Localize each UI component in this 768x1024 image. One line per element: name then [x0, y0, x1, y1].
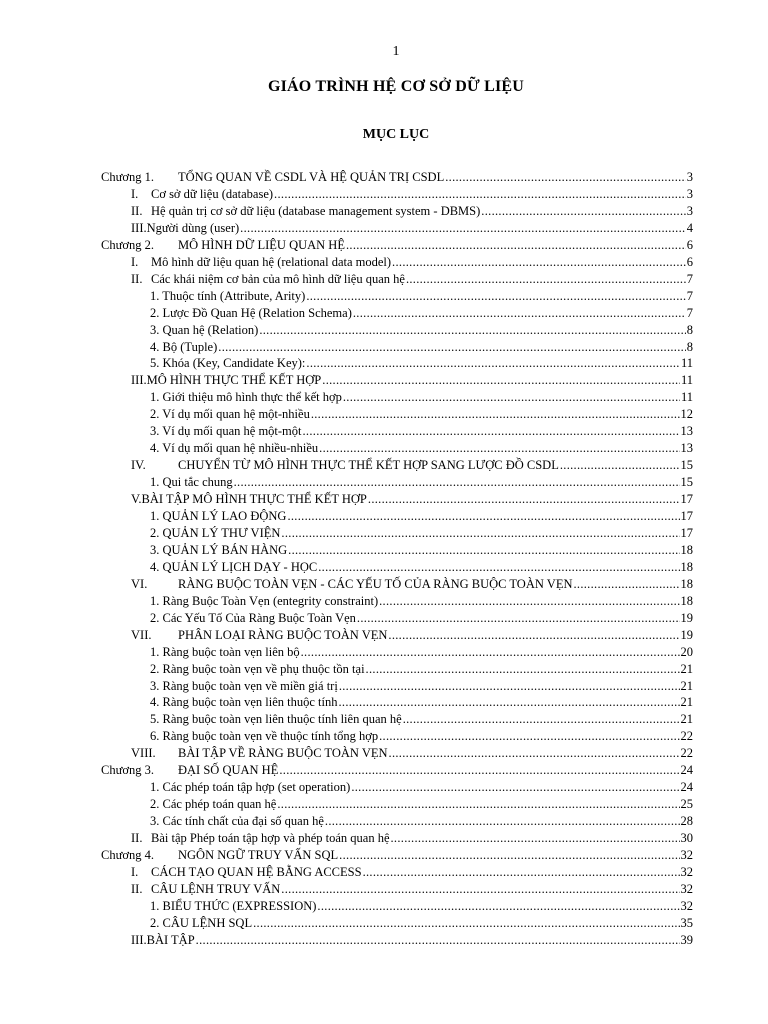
page-number: 1 [392, 44, 400, 59]
toc-entry-number: III. [131, 220, 147, 235]
toc-entry-page: 17 [680, 525, 693, 540]
toc-entry[interactable] [0, 169, 768, 186]
toc-entry-title: MÔ HÌNH DỮ LIỆU QUAN HỆ [178, 237, 345, 252]
toc-entry-page: 11 [680, 356, 693, 371]
toc-entry-title: 1. Qui tắc chung [150, 475, 233, 490]
dot-leader [288, 542, 679, 559]
toc-entry-page: 32 [680, 848, 693, 862]
toc-entry[interactable] [0, 830, 768, 847]
dot-leader [339, 847, 679, 864]
dot-leader [311, 406, 680, 423]
dot-leader [338, 694, 679, 711]
toc-entry-title: 1. QUẢN LÝ LAO ĐỘNG [150, 509, 287, 523]
toc-entry[interactable] [0, 559, 768, 576]
toc-entry-page: 24 [680, 780, 693, 795]
toc-entry-title: RÀNG BUỘC TOÀN VẸN - CÁC YẾU TỐ CỦA RÀNG BUỘC TOÀN VẸN [178, 576, 573, 591]
toc-entry-page: 11 [680, 373, 693, 388]
toc-entry[interactable] [0, 220, 768, 237]
toc-entry[interactable] [0, 694, 768, 711]
toc-entry-number: VI. [131, 576, 148, 591]
document-title: GIÁO TRÌNH HỆ CƠ SỞ DỮ LIỆU [267, 78, 525, 95]
toc-entry-page: 6 [686, 254, 693, 269]
dot-leader [253, 915, 679, 932]
toc-entry[interactable] [0, 474, 768, 491]
toc-entry[interactable] [0, 813, 768, 830]
toc-entry[interactable] [0, 610, 768, 627]
toc-entry-title: 3. QUẢN LÝ BÁN HÀNG [150, 542, 288, 557]
dot-leader [379, 728, 679, 745]
toc-entry-title: 3. Ví dụ mối quan hệ một-một [150, 424, 302, 439]
dot-leader [306, 288, 685, 305]
toc-entry-title: 1. Ràng Buộc Toàn Vẹn (entegrity constraint) [150, 593, 379, 608]
toc-entry-number: V. [131, 492, 142, 507]
toc-entry[interactable] [0, 796, 768, 813]
dot-leader [274, 186, 686, 203]
dot-leader [363, 864, 680, 881]
toc-entry-title: 3. Các tính chất của đại số quan hệ [150, 814, 324, 829]
toc-entry-title: Người dùng (user) [146, 220, 240, 235]
toc-entry-title: 3. Ràng buộc toàn vẹn về miền giá trị [150, 678, 338, 693]
toc-entry-number: II. [131, 831, 143, 846]
toc-entry-page: 13 [680, 424, 693, 439]
toc-entry-page: 7 [686, 271, 693, 286]
toc-entry-number: III. [131, 932, 147, 947]
toc-entry[interactable] [0, 678, 768, 695]
toc-entry-number: II. [131, 203, 143, 218]
toc-entry-page: 21 [680, 678, 693, 693]
toc-entry-number: Chương 4. [101, 848, 154, 862]
dot-leader [366, 661, 680, 678]
toc-entry[interactable] [0, 915, 768, 932]
toc-entry-title: MÔ HÌNH THỰC THỂ KẾT HỢP [146, 373, 322, 388]
toc-entry-page: 3 [686, 186, 693, 201]
toc-entry[interactable] [0, 627, 768, 644]
toc-entry-page: 18 [680, 559, 693, 574]
toc-entry[interactable] [0, 491, 768, 508]
toc-entry[interactable] [0, 661, 768, 678]
toc-entry[interactable] [0, 508, 768, 525]
dot-leader [351, 779, 679, 796]
toc-entry-number: III. [131, 373, 147, 388]
toc-entry-page: 15 [680, 458, 693, 473]
toc-entry-page: 21 [680, 712, 693, 727]
toc-entry-title: 3. Quan hệ (Relation) [150, 322, 259, 337]
dot-leader [281, 881, 679, 898]
dot-leader [573, 576, 679, 593]
toc-entry-page: 21 [680, 695, 693, 710]
toc-entry-title: Mô hình dữ liệu quan hệ (relational data model) [151, 254, 392, 269]
toc-entry-title: CÂU LỆNH TRUY VẤN [151, 881, 281, 896]
toc-entry[interactable] [0, 779, 768, 796]
toc-entry-title: 2. Ràng buộc toàn vẹn về phụ thuộc tồn tại [150, 661, 365, 676]
toc-entry-page: 19 [680, 610, 693, 625]
toc-entry-title: 4. Bộ (Tuple) [150, 339, 218, 354]
toc-entry-title: 1. Ràng buộc toàn vẹn liên bộ [150, 644, 300, 659]
toc-entry[interactable] [0, 711, 768, 728]
toc-entry-title: 2. QUẢN LÝ THƯ VIỆN [150, 525, 281, 540]
dot-leader [277, 796, 679, 813]
toc-entry[interactable] [0, 339, 768, 356]
dot-leader [339, 678, 680, 695]
toc-entry-page: 13 [680, 441, 693, 456]
toc-entry-title: 6. Ràng buộc toàn vẹn về thuộc tính tổng hợp [150, 729, 379, 744]
toc-entry[interactable] [0, 305, 768, 322]
toc-entry[interactable] [0, 728, 768, 745]
toc-entry-page: 18 [680, 593, 693, 608]
dot-leader [392, 254, 686, 271]
toc-entry-title: Các khái niệm cơ bản của mô hình dữ liệu quan hệ [151, 271, 405, 286]
toc-entry-number: Chương 2. [101, 237, 154, 252]
toc-entry-page: 7 [686, 305, 693, 320]
toc-entry[interactable] [0, 525, 768, 542]
toc-entry-title: Bài tập Phép toán tập hợp và phép toán quan hệ [151, 831, 390, 846]
dot-leader [218, 339, 685, 356]
toc-entry[interactable] [0, 762, 768, 779]
toc-entry-number: Chương 1. [101, 170, 154, 184]
toc-entry-page: 32 [680, 898, 693, 913]
toc-entry-title: 2. Các phép toán quan hệ [150, 797, 277, 812]
toc-entry-number: IV. [131, 458, 146, 473]
toc-entry[interactable] [0, 542, 768, 559]
toc-entry-title: 4. QUẢN LÝ LỊCH DẠY - HỌC [150, 559, 318, 574]
toc-entry-page: 7 [686, 288, 693, 303]
toc-entry-page: 35 [680, 915, 693, 930]
toc-entry-page: 12 [680, 407, 693, 422]
toc-entry[interactable] [0, 898, 768, 915]
dot-leader [391, 830, 680, 847]
toc-entry-number: I. [131, 864, 139, 879]
toc-entry[interactable] [0, 745, 768, 762]
toc-entry-title: TỔNG QUAN VỀ CSDL VÀ HỆ QUẢN TRỊ CSDL [178, 170, 445, 184]
toc-entry-number: I. [131, 186, 139, 201]
dot-leader [343, 389, 680, 406]
dot-leader [346, 237, 686, 254]
toc-entry-page: 32 [680, 864, 693, 879]
toc-entry-page: 18 [680, 542, 693, 557]
dot-leader [303, 423, 680, 440]
dot-leader [306, 355, 680, 372]
toc-entry-page: 32 [680, 881, 693, 896]
toc-entry-title: 2. Ví dụ mối quan hệ một-nhiều [150, 407, 310, 422]
dot-leader [322, 372, 680, 389]
toc-entry-title: 1. Thuộc tính (Attribute, Arity) [150, 288, 306, 303]
toc-entry-page: 28 [680, 814, 693, 829]
dot-leader [325, 813, 680, 830]
toc-entry-page: 25 [680, 797, 693, 812]
toc-entry-number: Chương 3. [101, 763, 154, 778]
toc-entry[interactable] [0, 644, 768, 661]
toc-entry-title: CÁCH TẠO QUAN HỆ BẰNG ACCESS [151, 864, 362, 879]
toc-entry-page: 22 [680, 746, 693, 761]
toc-entry-title: 4. Ràng buộc toàn vẹn liên thuộc tính [150, 695, 338, 710]
toc-heading: MỤC LỤC [362, 127, 430, 142]
toc-entry[interactable] [0, 932, 768, 949]
dot-leader [259, 322, 685, 339]
toc-entry-title: 2. Lược Đồ Quan Hệ (Relation Schema) [150, 305, 352, 320]
toc-entry[interactable] [0, 881, 768, 898]
toc-entry-page: 8 [686, 322, 693, 337]
toc-entry-title: NGÔN NGỮ TRUY VẤN SQL [178, 848, 339, 862]
toc-entry[interactable] [0, 423, 768, 440]
toc-entry[interactable] [0, 355, 768, 372]
toc-entry[interactable] [0, 864, 768, 881]
toc-entry[interactable] [0, 372, 768, 389]
toc-entry-title: ĐẠI SỐ QUAN HỆ [178, 763, 279, 778]
toc-entry-title: 1. BIỂU THỨC (EXPRESSION) [150, 898, 317, 913]
dot-leader [481, 203, 685, 220]
toc-entry-page: 11 [680, 390, 693, 405]
toc-entry-page: 4 [686, 220, 693, 235]
dot-leader [389, 745, 680, 762]
toc-entry[interactable] [0, 322, 768, 339]
toc-entry-number: VII. [131, 627, 152, 642]
dot-leader [368, 491, 680, 508]
toc-entry-title: BÀI TẬP [146, 932, 195, 947]
dot-leader [357, 610, 680, 627]
toc-entry[interactable] [0, 457, 768, 474]
toc-entry-page: 15 [680, 475, 693, 490]
toc-entry-title: Cơ sở dữ liệu (database) [151, 186, 274, 201]
toc-entry-page: 21 [680, 661, 693, 676]
toc-entry-title: CHUYỂN TỪ MÔ HÌNH THỰC THỂ KẾT HỢP SANG LƯỢC ĐỒ CSDL [178, 458, 559, 473]
dot-leader [240, 220, 686, 237]
toc-entry[interactable] [0, 271, 768, 288]
toc-entry-title: 2. CÂU LỆNH SQL [150, 915, 253, 930]
toc-entry-title: Hệ quản trị cơ sở dữ liệu (database management system - DBMS) [151, 203, 481, 218]
toc-entry-title: PHÂN LOẠI RÀNG BUỘC TOÀN VẸN [178, 627, 388, 642]
toc-entry[interactable] [0, 389, 768, 406]
toc-entry-title: 1. Giới thiệu mô hình thực thể kết hợp [150, 390, 342, 405]
toc-entry-page: 30 [680, 831, 693, 846]
dot-leader [560, 457, 680, 474]
dot-leader [281, 525, 679, 542]
toc-entry[interactable] [0, 288, 768, 305]
toc-entry-page: 24 [680, 763, 693, 778]
toc-entry-page: 3 [686, 170, 693, 184]
toc-entry-page: 8 [686, 339, 693, 354]
toc-entry-title: 2. Các Yếu Tố Của Ràng Buộc Toàn Vẹn [150, 610, 356, 625]
toc-entry-number: I. [131, 254, 139, 269]
toc-entry[interactable] [0, 254, 768, 271]
dot-leader [318, 559, 679, 576]
toc-entry[interactable] [0, 186, 768, 203]
toc-entry[interactable] [0, 406, 768, 423]
toc-entry-page: 22 [680, 729, 693, 744]
toc-entry[interactable] [0, 203, 768, 220]
toc-entry-page: 17 [680, 492, 693, 507]
toc-entry-page: 18 [680, 576, 693, 591]
dot-leader [406, 271, 686, 288]
dot-leader [301, 644, 680, 661]
toc-entry-page: 39 [680, 932, 693, 947]
toc-entry[interactable] [0, 237, 768, 254]
toc-entry-page: 20 [680, 644, 693, 659]
toc-entry-title: 4. Ví dụ mối quan hệ nhiều-nhiều [150, 441, 319, 456]
dot-leader [319, 440, 679, 457]
toc-entry-number: II. [131, 271, 143, 286]
toc-entry-title: BÀI TẬP MÔ HÌNH THỰC THỂ KẾT HỢP [141, 492, 367, 507]
dot-leader [196, 932, 680, 949]
toc-entry[interactable] [0, 440, 768, 457]
toc-entry-title: BÀI TẬP VỀ RÀNG BUỘC TOÀN VẸN [178, 746, 388, 761]
toc-entry-number: VIII. [131, 746, 156, 761]
dot-leader [353, 305, 686, 322]
dot-leader [234, 474, 680, 491]
toc-entry-page: 17 [680, 509, 693, 523]
toc-entry-title: 5. Khóa (Key, Candidate Key): [150, 356, 306, 371]
toc-entry-page: 6 [686, 237, 693, 252]
dot-leader [379, 593, 679, 610]
toc-entry-title: 5. Ràng buộc toàn vẹn liên thuộc tính liên quan hệ [150, 712, 402, 727]
toc-entry[interactable] [0, 593, 768, 610]
toc-entry-page: 19 [680, 627, 693, 642]
toc-entry-title: 1. Các phép toán tập hợp (set operation) [150, 780, 351, 795]
toc-entry[interactable] [0, 576, 768, 593]
dot-leader [445, 169, 686, 186]
toc-entry-number: II. [131, 881, 143, 896]
dot-leader [388, 627, 679, 644]
dot-leader [279, 762, 679, 779]
toc-entry-page: 3 [686, 203, 693, 218]
dot-leader [403, 711, 680, 728]
dot-leader [287, 508, 679, 525]
dot-leader [317, 898, 679, 915]
toc-entry[interactable] [0, 847, 768, 864]
